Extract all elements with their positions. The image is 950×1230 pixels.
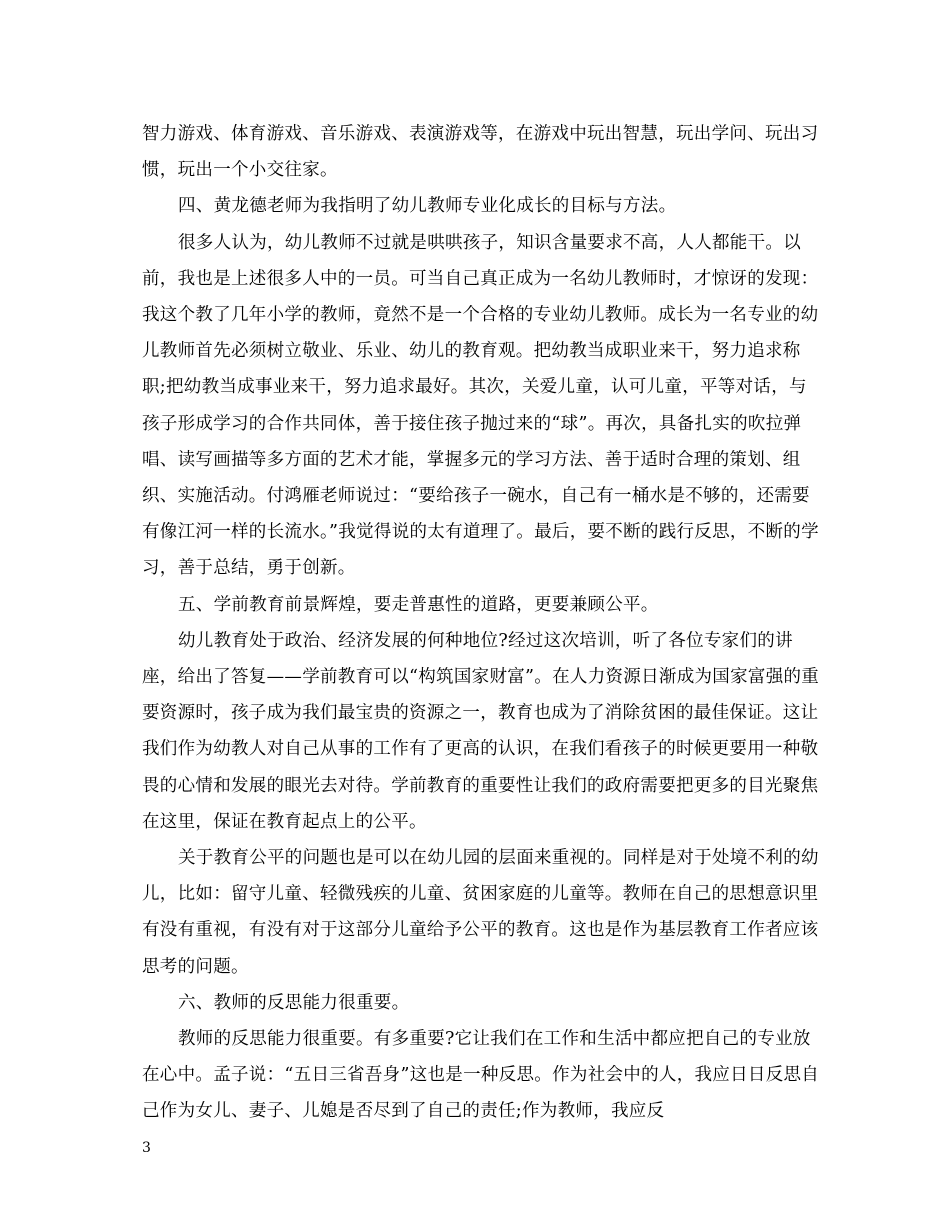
document-body	[142, 116, 822, 1130]
section-heading-6: 六、教师的反思能力很重要。	[178, 992, 410, 1013]
section-heading-4: 四、黄龙德老师为我指明了幼儿教师专业化成长的目标与方法。	[178, 196, 677, 217]
paragraph-continuation: 智力游戏、体育游戏、音乐游戏、表演游戏等，在游戏中玩出智慧，玩出学问、玩出习惯，玩出一个小交往家。	[142, 124, 819, 181]
section-heading-5: 五、学前教育前景辉煌，要走普惠性的道路，更要兼顾公平。	[178, 594, 659, 615]
page-number: 3	[142, 1140, 151, 1156]
paragraph-preschool-role: 幼儿教育处于政治、经济发展的何种地位?经过这次培训，听了各位专家们的讲座，给出了答复——学前教育可以“构筑国家财富”。在人力资源日渐成为国家富强的重要资源时，孩子成为我们最宝贵的资源之一，教育也成为了消除贫困的最佳保证。这让我们作为幼教人对自己从事的工作有了更高的认识，在我们看孩子的时候更要用一种敬畏的心情和发展的眼光去对待。学前教育的重要性让我们的政府需要把更多的目光聚焦在这里，保证在教育起点上的公平。	[142, 630, 820, 832]
paragraph-reflection: 教师的反思能力很重要。有多重要?它让我们在工作和生活中都应把自己的专业放在心中。孟子说：“五日三省吾身”这也是一种反思。作为社会中的人，我应日日反思自己作为女儿、妻子、儿媳是否尽到了自己的责任;作为教师，我应反	[142, 1029, 820, 1122]
paragraph-education-fairness: 关于教育公平的问题也是可以在幼儿园的层面来重视的。同样是对于处境不利的幼儿，比如：留守儿童、轻微残疾的儿童、贫困家庭的儿童等。教师在自己的思想意识里有没有重视，有没有对于这部分儿童给予公平的教育。这也是作为基层教育工作者应该思考的问题。	[142, 848, 819, 977]
paragraph-teacher-growth: 很多人认为，幼儿教师不过就是哄哄孩子，知识含量要求不高，人人都能干。以前，我也是上述很多人中的一员。可当自己真正成为一名幼儿教师时，才惊讶的发现：我这个教了几年小学的教师，竟然不是一个合格的专业幼儿教师。成长为一名专业的幼儿教师首先必须树立敬业、乐业、幼儿的教育观。把幼教当成职业来干，努力追求称职;把幼教当成事业来干，努力追求最好。其次，关爱儿童，认可儿童，平等对话，与孩子形成学习的合作共同体，善于接住孩子抛过来的“球”。再次，具备扎实的吹拉弹唱、读写画描等多方面的艺术才能，掌握多元的学习方法、善于适时合理的策划、组织、实施活动。付鸿雁老师说过：“要给孩子一碗水，自己有一桶水是不够的，还需要有像江河一样的长流水。”我觉得说的太有道理了。最后，要不断的践行反思，不断的学习，善于总结，勇于创新。	[142, 232, 819, 579]
